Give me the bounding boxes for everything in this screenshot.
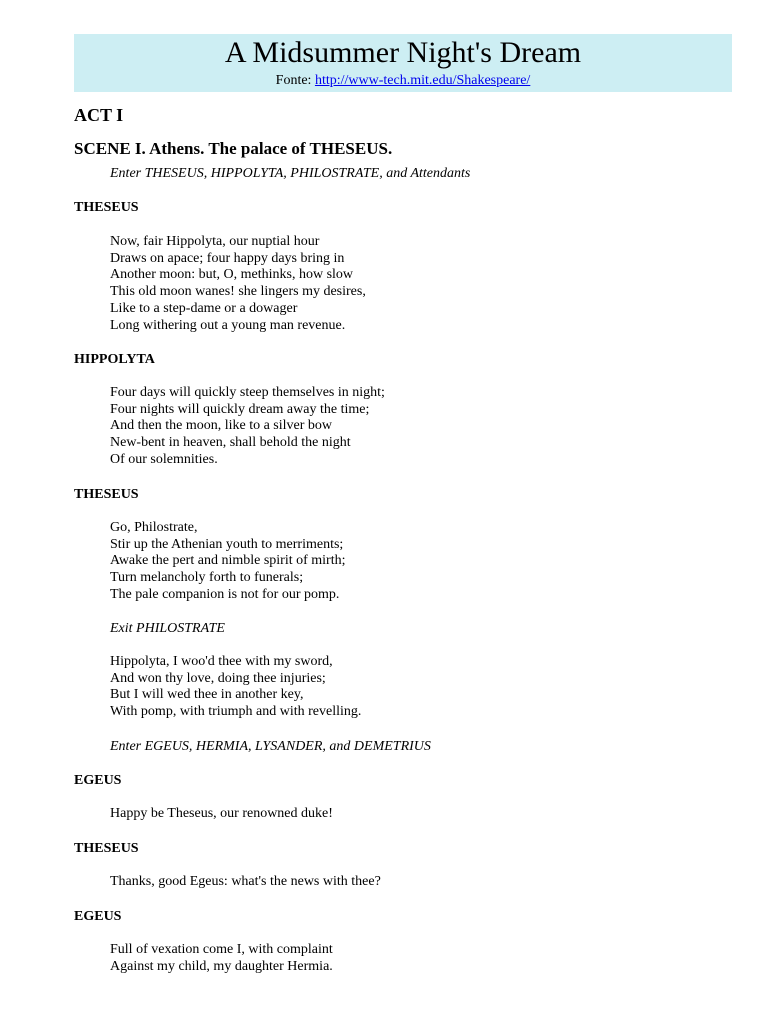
source-line [74, 72, 732, 90]
verse-line: Thanks, good Egeus: what's the news with thee? [110, 874, 381, 889]
verse-line: This old moon wanes! she lingers my desires, [110, 284, 366, 300]
speaker-name: THESEUS [74, 200, 139, 215]
speech [110, 874, 381, 891]
speech [110, 385, 385, 469]
speaker-name: THESEUS [74, 841, 139, 856]
verse-line: Now, fair Hippolyta, our nuptial hour [110, 234, 320, 249]
scene-heading: SCENE I. Athens. The palace of THESEUS. [74, 139, 393, 158]
verse-line: The pale companion is not for our pomp. [110, 586, 340, 602]
verse-line: Happy be Theseus, our renowned duke! [110, 806, 333, 821]
source-label: Fonte: [275, 73, 312, 88]
stage-direction: Exit PHILOSTRATE [110, 621, 225, 636]
verse-line: With pomp, with triumph and with revelling. [110, 704, 362, 720]
verse-line: New-bent in heaven, shall behold the night [110, 435, 351, 451]
stage-direction: Enter THESEUS, HIPPOLYTA, PHILOSTRATE, and Attendants [110, 166, 471, 181]
verse-line: Long withering out a young man revenue. [110, 317, 346, 333]
speech [110, 520, 346, 604]
speech [110, 806, 333, 823]
verse-line: And won thy love, doing thee injuries; [110, 670, 326, 686]
verse-line: Go, Philostrate, [110, 520, 198, 535]
speech [110, 654, 361, 721]
verse-line: Awake the pert and nimble spirit of mirth; [110, 553, 346, 569]
verse-line: Four days will quickly steep themselves in night; [110, 385, 385, 400]
speaker-name: HIPPOLYTA [74, 352, 155, 367]
verse-line: Stir up the Athenian youth to merriments; [110, 536, 344, 552]
document-title: A Midsummer Night's Dream [224, 36, 582, 69]
verse-line: Turn melancholy forth to funerals; [110, 570, 304, 586]
speaker-name: EGEUS [74, 773, 122, 788]
speech [110, 234, 366, 334]
verse-line: Of our solemnities. [110, 451, 218, 467]
act-heading: ACT I [74, 105, 124, 125]
verse-line: Draws on apace; four happy days bring in [110, 250, 345, 266]
speaker-name: THESEUS [74, 487, 139, 502]
speech [110, 942, 333, 975]
verse-line: Full of vexation come I, with complaint [110, 942, 333, 957]
verse-line: Hippolyta, I woo'd thee with my sword, [110, 654, 333, 669]
title-banner [74, 34, 732, 92]
verse-line: Another moon: but, O, methinks, how slow [110, 267, 354, 283]
source-link[interactable]: http://www-tech.mit.edu/Shakespeare/ [314, 73, 531, 88]
speaker-name: EGEUS [74, 909, 122, 924]
stage-direction: Enter EGEUS, HERMIA, LYSANDER, and DEMETRIUS [110, 739, 431, 754]
verse-line: Against my child, my daughter Hermia. [110, 958, 333, 974]
verse-line: Like to a step-dame or a dowager [110, 300, 298, 316]
verse-line: And then the moon, like to a silver bow [110, 418, 333, 434]
verse-line: But I will wed thee in another key, [110, 687, 304, 703]
verse-line: Four nights will quickly dream away the time; [110, 401, 370, 417]
